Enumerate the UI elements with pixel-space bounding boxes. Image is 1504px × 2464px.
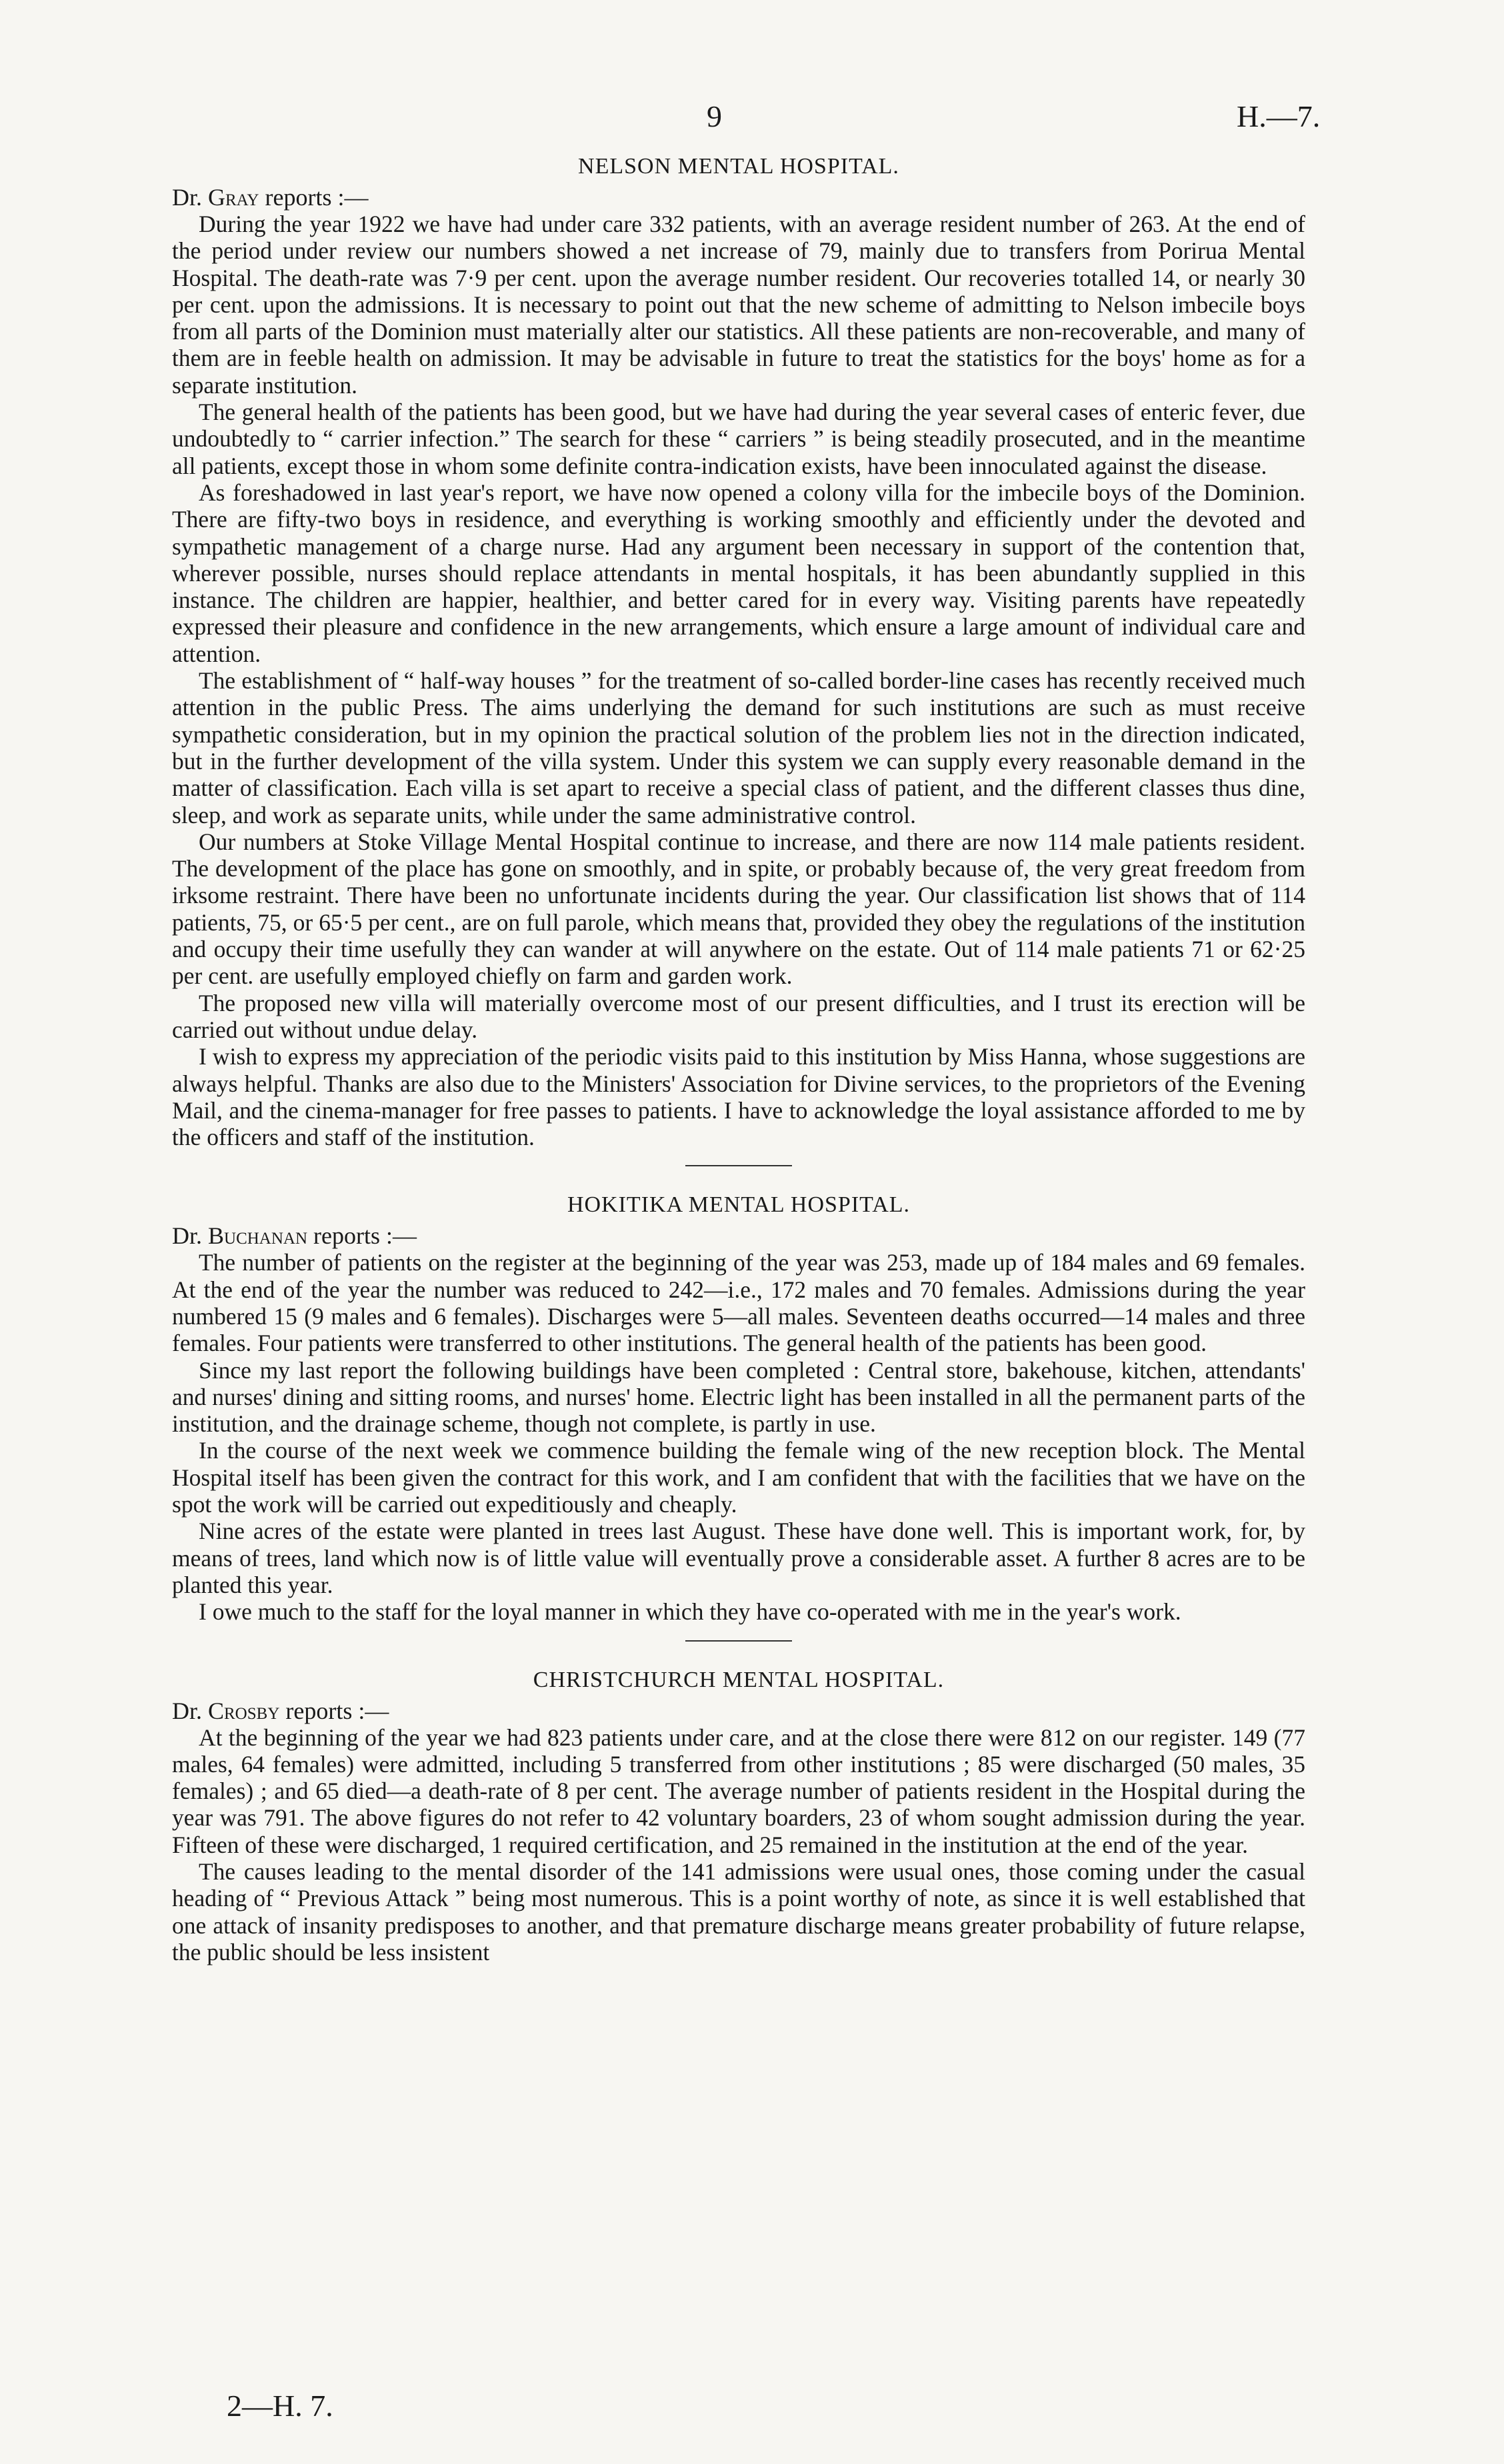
reporter-line (172, 1698, 1305, 1724)
section-christchurch (172, 1666, 1305, 1966)
reporter-suffix: reports :— (285, 1697, 389, 1724)
paragraph: I wish to express my appreciation of the periodic visits paid to this institution by Miss Hanna, whose suggestions are always helpful. Thanks are also due to the Ministers' Association for Divine services, to the proprietors of the Evening Mail, and the cinema-manager for free passes to patients. I have to acknowledge the loyal assistance afforded to me by the officers and staff of the institution. (172, 1043, 1305, 1151)
reporter-name: Gray (208, 184, 259, 211)
reporter-suffix: reports :— (265, 184, 369, 211)
page-number: 9 (707, 99, 722, 133)
reporter-prefix: Dr. (172, 1222, 202, 1250)
reporter-prefix: Dr. (172, 1697, 202, 1724)
section-title: HOKITIKA MENTAL HOSPITAL. (567, 1192, 911, 1218)
paragraph: The general health of the patients has been good, but we have had during the year several cases of enteric fever, due undoubtedly to “ carrier infection.” The search for these “ carriers ” is being steadily prosecuted, and in the meantime all patients, except those in whom some definite contra-indication exists, have been innoculated against the disease. (172, 399, 1305, 479)
section-nelson (172, 152, 1305, 1150)
reporter-name: Crosby (208, 1697, 280, 1724)
paragraph: As foreshadowed in last year's report, we have now opened a colony villa for the imbecile boys of the Dominion. There are fifty-two boys in residence, and everything is working smoothly and efficiently under the devoted and sympathetic management of a charge nurse. Had any argument been necessary in support of the contention that, wherever possible, nurses should replace attendants in mental hospitals, it has been abundantly supplied in this instance. The children are happier, healthier, and better cared for in every way. Visiting parents have repeatedly expressed their pleasure and confidence in the new arrangements, which ensure a large amount of individual care and attention. (172, 479, 1305, 667)
section-divider (685, 1165, 792, 1166)
paragraph: Nine acres of the estate were planted in trees last August. These have done well. This is important work, for, by means of trees, land which now is of little value will eventually prove a considerable asset. A further 8 acres are to be planted this year. (172, 1518, 1305, 1598)
document-reference: H.—7. (1237, 99, 1321, 133)
page-body (172, 152, 1305, 1965)
paragraph: During the year 1922 we have had under care 332 patients, with an average resident number of 263. At the end of the period under review our numbers showed a net increase of 79, mainly due to transfers from Porirua Mental Hospital. The death-rate was 7·9 per cent. upon the average number resident. Our recoveries totalled 14, or nearly 30 per cent. upon the admissions. It is necessary to point out that the new scheme of admitting to Nelson imbecile boys from all parts of the Dominion must materially alter our statistics. All these patients are non-recoverable, and many of them are in feeble health on admission. It may be advisable in future to treat the statistics for the boys' home as for a separate institution. (172, 211, 1305, 399)
reporter-line (172, 1222, 1305, 1249)
section-title: CHRISTCHURCH MENTAL HOSPITAL. (533, 1667, 945, 1692)
paragraph: The causes leading to the mental disorder of the 141 admissions were usual ones, those coming under the casual heading of “ Previous Attack ” being most numerous. This is a point worthy of note, as since it is well established that one attack of insanity predisposes to another, and that premature discharge means greater probability of future relapse, the public should be less insistent (172, 1858, 1305, 1965)
reporter-name: Buchanan (208, 1222, 308, 1250)
paragraph: I owe much to the staff for the loyal manner in which they have co-operated with me in the year's work. (199, 1598, 1181, 1626)
paragraph: The proposed new villa will materially overcome most of our present difficulties, and I trust its erection will be carried out without undue delay. (172, 989, 1305, 1043)
signature-reference: 2—H. 7. (227, 2389, 333, 2423)
reporter-suffix: reports :— (313, 1222, 417, 1250)
paragraph: The establishment of “ half-way houses ” for the treatment of so-called border-line cases has recently received much attention in the public Press. The aims underlying the demand for such institutions are such as must receive sympathetic consideration, but in my opinion the practical solution of the problem lies not in the direction indicated, but in the further development of the villa system. Under this system we can supply every reasonable demand in the matter of classification. Each villa is set apart to receive a special class of patient, and the different classes thus dine, sleep, and work as separate units, while under the same administrative control. (172, 667, 1305, 828)
paragraph: At the beginning of the year we had 823 patients under care, and at the close there were 812 on our register. 149 (77 males, 64 females) were admitted, including 5 transferred from other institutions ; 85 were discharged (50 males, 35 females) ; and 65 died—a death-rate of 8 per cent. The average number of patients resident in the Hospital during the year was 791. The above figures do not refer to 42 voluntary boarders, 23 of whom sought admission during the year. Fifteen of these were discharged, 1 required certification, and 25 remained in the institution at the end of the year. (172, 1724, 1305, 1858)
reporter-line (172, 184, 1305, 211)
paragraph: In the course of the next week we commence building the female wing of the new reception block. The Mental Hospital itself has been given the contract for this work, and I am confident that with the facilities that we have on the spot the work will be carried out expeditiously and cheaply. (172, 1437, 1305, 1518)
section-hokitika (172, 1190, 1305, 1625)
paragraph: Since my last report the following buildings have been completed : Central store, bakehouse, kitchen, attendants' and nurses' dining and sitting rooms, and nurses' home. Electric light has been installed in all the permanent parts of the institution, and the drainage scheme, though not complete, is partly in use. (172, 1356, 1305, 1438)
reporter-prefix: Dr. (172, 184, 202, 211)
paragraph: Our numbers at Stoke Village Mental Hospital continue to increase, and there are now 114 male patients resident. The development of the place has gone on smoothly, and in spite, or probably because of, the very great freedom from irksome restraint. There have been no unfortunate incidents during the year. Our classification list shows that of 114 patients, 75, or 65·5 per cent., are on full parole, which means that, provided they obey the regulations of the institution and occupy their time usefully they can wander at will anywhere on the estate. Out of 114 male patients 71 or 62·25 per cent. are usefully employed chiefly on farm and garden work. (172, 828, 1305, 990)
section-divider (685, 1640, 792, 1642)
section-title: NELSON MENTAL HOSPITAL. (578, 154, 899, 179)
paragraph: The number of patients on the register at the beginning of the year was 253, made up of 184 males and 69 females. At the end of the year the number was reduced to 242—i.e., 172 males and 70 females. Admissions during the year numbered 15 (9 males and 6 females). Discharges were 5—all males. Seventeen deaths occurred—14 males and three females. Four patients were transferred to other institutions. The general health of the patients has been good. (172, 1249, 1305, 1357)
